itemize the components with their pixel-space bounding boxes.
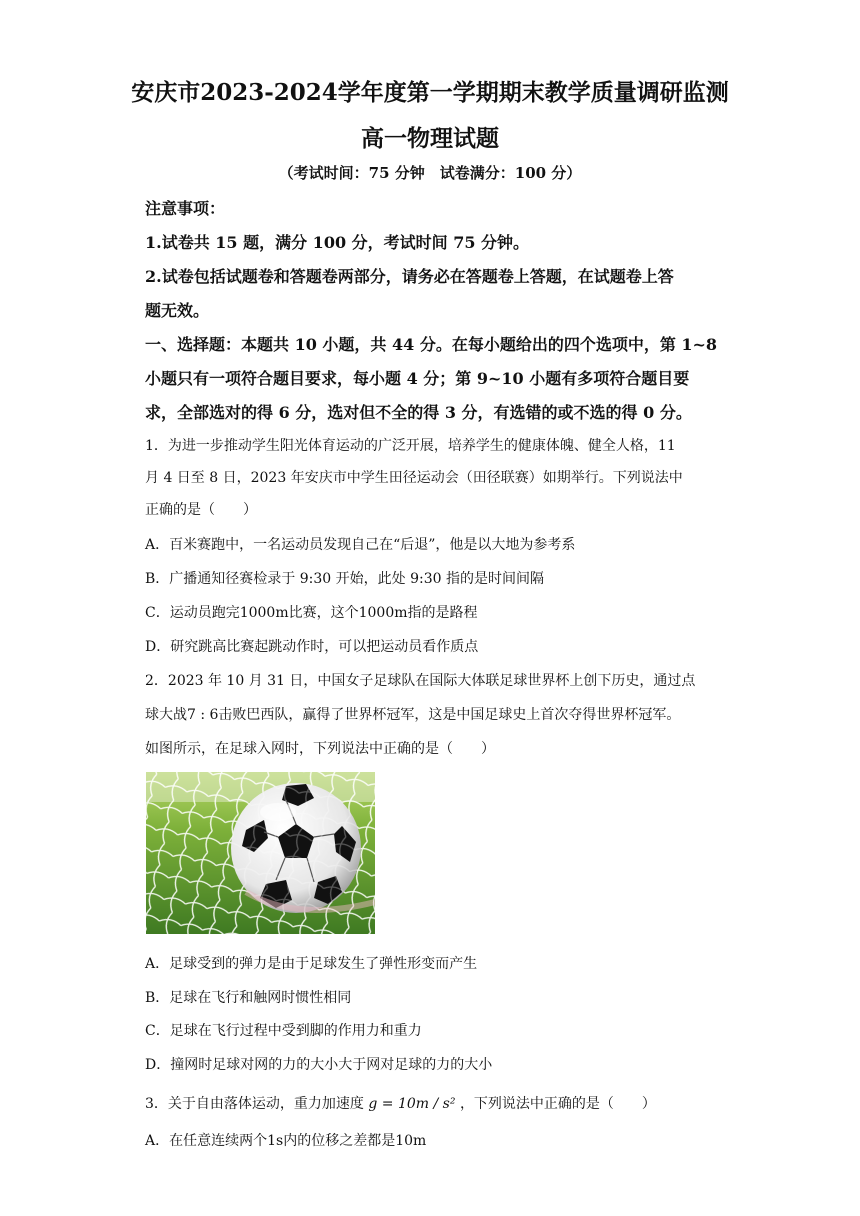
question-2-line-1: 2．2023 年 10 月 31 日，中国女子足球队在国际大体联足球世界杯上创下历史，通过点 [145,673,696,689]
question-2-option-b: B．足球在飞行和触网时惯性相同 [145,990,352,1006]
notice-item-2-line-1: 2.试卷包括试题卷和答题卷两部分，请务必在答题卷上答题，在试题卷上答 [145,267,674,286]
question-1-option-b: B．广播通知径赛检录于 9:30 开始，此处 9:30 指的是时间间隔 [145,571,544,587]
question-1-line-2: 月 4 日至 8 日，2023 年安庆市中学生田径运动会（田径联赛）如期举行。下列说法中 [145,470,683,486]
section-1-instructions-line-3: 求，全部选对的得 6 分，选对但不全的得 3 分，有选错的或不选的得 0 分。 [145,403,692,422]
question-2-option-a: A．足球受到的弹力是由于足球发生了弹性形变而产生 [145,956,478,972]
question-2-option-c: C．足球在飞行过程中受到脚的作用力和重力 [145,1023,422,1039]
question-1-option-d: D．研究跳高比赛起跳动作时，可以把运动员看作质点 [145,639,479,655]
question-1-option-c: C．运动员跑完1000m比赛，这个1000m指的是路程 [145,605,478,621]
question-2-option-d: D．撞网时足球对网的力的大小大于网对足球的力的大小 [145,1057,493,1073]
question-3-prefix: 3．关于自由落体运动，重力加速度 [145,1096,364,1112]
notice-item-2-line-2: 题无效。 [145,301,210,320]
question-1-line-1: 1．为进一步推动学生阳光体育运动的广泛开展，培养学生的健康体魄、健全人格，11 [145,438,676,454]
section-1-instructions-line-1: 一、选择题：本题共 10 小题，共 44 分。在每小题给出的四个选项中，第 1~8 [145,335,718,354]
question-3-stem [145,1093,656,1113]
question-1-option-a: A．百米赛跑中，一名运动员发现自己在“后退”，他是以大地为参考系 [145,537,576,553]
gravity-formula: g = 10m / s² [368,1096,456,1112]
exam-title: 安庆市2023-2024学年度第一学期期末教学质量调研监测 [131,79,729,106]
notice-heading: 注意事项： [145,199,226,218]
question-3-option-a: A．在任意连续两个1s内的位移之差都是10m [145,1133,427,1149]
question-3-suffix: ，下列说法中正确的是（ ） [459,1096,656,1112]
question-2-line-2: 球大战7 : 6击败巴西队，赢得了世界杯冠军，这是中国足球史上首次夺得世界杯冠军。 [145,707,681,723]
question-1-line-3: 正确的是（ ） [145,502,257,518]
notice-item-1: 1.试卷共 15 题，满分 100 分，考试时间 75 分钟。 [145,233,530,252]
exam-subtitle: 高一物理试题 [361,125,499,152]
section-1-instructions-line-2: 小题只有一项符合题目要求，每小题 4 分；第 9~10 小题有多项符合题目要 [145,369,690,388]
question-2-line-3: 如图所示，在足球入网时，下列说法中正确的是（ ） [145,741,495,757]
exam-info: （考试时间：75 分钟 试卷满分：100 分） [278,164,582,182]
soccer-ball-in-net-image [146,772,375,934]
